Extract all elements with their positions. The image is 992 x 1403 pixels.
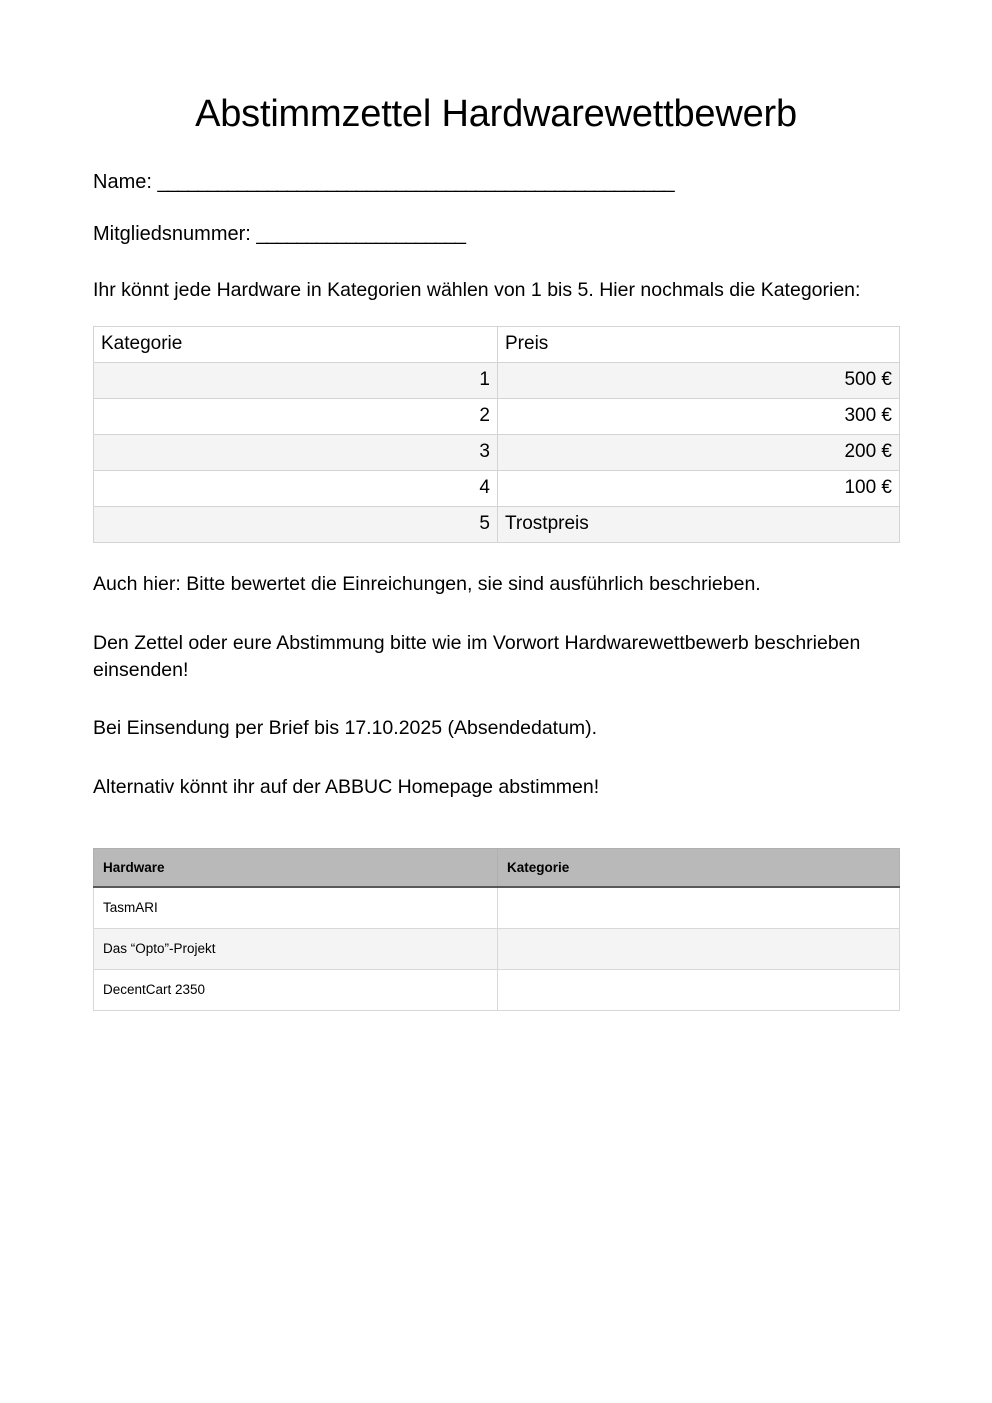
table-row: [94, 470, 900, 506]
table-header-row: [94, 326, 900, 362]
column-header-kategorie: Kategorie: [94, 326, 498, 362]
deadline-paragraph: Bei Einsendung per Brief bis 17.10.2025 (Absendedatum).: [93, 717, 598, 740]
column-header-preis: Preis: [498, 326, 900, 362]
category-price-table: [93, 326, 900, 543]
member-number-field-label: Mitgliedsnummer:: [93, 222, 251, 245]
cell-preis: 100 €: [498, 470, 900, 506]
cell-kategorie: 5: [94, 506, 498, 542]
table-row: [94, 362, 900, 398]
cell-kategorie: 1: [94, 362, 498, 398]
cell-kategorie: 2: [94, 398, 498, 434]
cell-preis: Trostpreis: [498, 506, 900, 542]
cell-hardware: TasmARI: [94, 887, 498, 929]
cell-kategorie-input[interactable]: [498, 970, 900, 1011]
column-header-kategorie: Kategorie: [498, 849, 900, 888]
table-row: [94, 970, 900, 1011]
cell-kategorie-input[interactable]: [498, 929, 900, 970]
table-row: [94, 434, 900, 470]
column-header-hardware: Hardware: [94, 849, 498, 888]
cell-preis: 500 €: [498, 362, 900, 398]
cell-preis: 300 €: [498, 398, 900, 434]
submission-instructions-paragraph: Den Zettel oder eure Abstimmung bitte wie im Vorwort Hardwarewettbewerb beschrieben einsenden!: [93, 631, 861, 681]
member-number-field-line: [93, 222, 899, 247]
homepage-voting-paragraph: Alternativ könnt ihr auf der ABBUC Homepage abstimmen!: [93, 776, 600, 799]
table-row: [94, 929, 900, 970]
table-header-row: [94, 849, 900, 888]
cell-hardware: Das “Opto”-Projekt: [94, 929, 498, 970]
name-field-blank[interactable]: ____________________________________________________: [157, 170, 674, 193]
cell-hardware: DecentCart 2350: [94, 970, 498, 1011]
name-field-line: [93, 170, 899, 195]
member-number-field-blank[interactable]: _____________________: [256, 222, 465, 245]
cell-kategorie-input[interactable]: [498, 887, 900, 929]
evaluation-note-paragraph: Auch hier: Bitte bewertet die Einreichungen, sie sind ausführlich beschrieben.: [93, 572, 761, 595]
cell-kategorie: 3: [94, 434, 498, 470]
cell-preis: 200 €: [498, 434, 900, 470]
hardware-voting-table: [93, 848, 900, 1011]
cell-kategorie: 4: [94, 470, 498, 506]
table-row: [94, 506, 900, 542]
table-row: [94, 398, 900, 434]
page-title: Abstimmzettel Hardwarewettbewerb: [195, 93, 797, 135]
table-row: [94, 887, 900, 929]
name-field-label: Name:: [93, 170, 152, 193]
intro-paragraph: Ihr könnt jede Hardware in Kategorien wählen von 1 bis 5. Hier nochmals die Kategorien:: [93, 278, 861, 301]
